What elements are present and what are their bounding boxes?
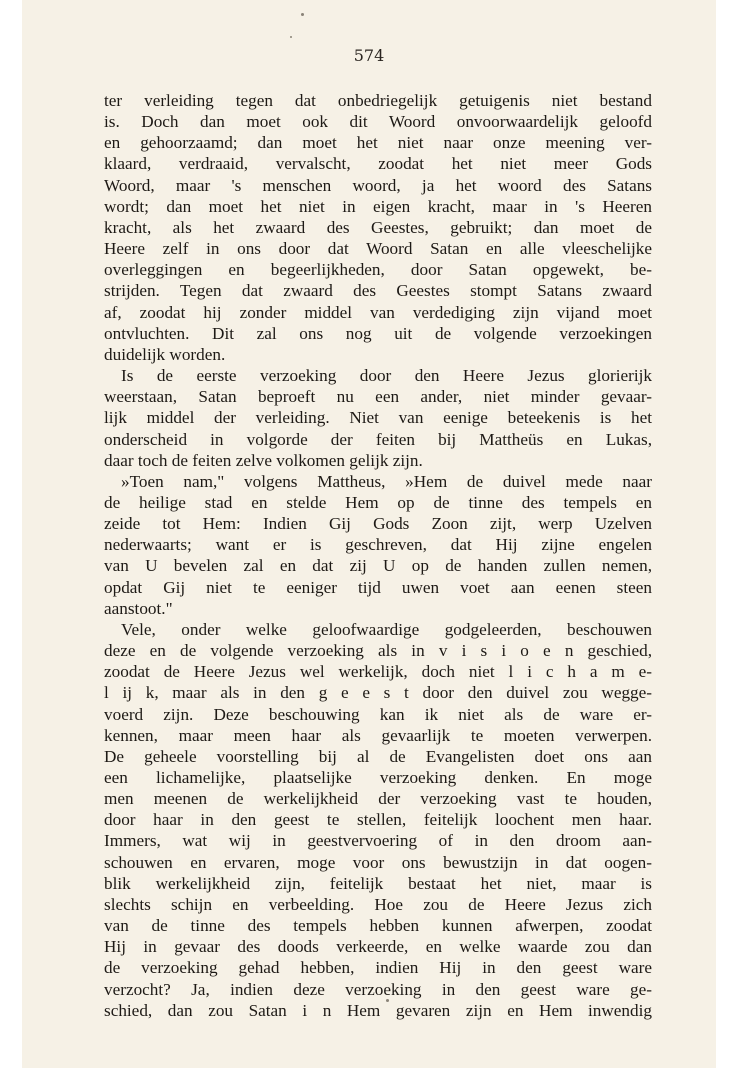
text-line: ontvluchten. Dit zal ons nog uit de volgende verzoekingen xyxy=(104,323,652,343)
text-line: weerstaan, Satan beproeft nu een ander, niet minder gevaar- xyxy=(104,387,652,407)
text-line: lijk middel der verleiding. Niet van eenige beteekenis is het xyxy=(104,408,652,428)
text-line: overleggingen en begeerlijkheden, door Satan opgewekt, be- xyxy=(104,260,652,280)
text-line: opdat Gij niet te eeniger tijd uwen voet aan eenen steen xyxy=(104,577,652,597)
text-line: door haar in den geest te stellen, feitelijk loochent men haar. xyxy=(104,810,652,830)
text-line: aanstoot." xyxy=(104,598,173,618)
text-line: van de tinne des tempels hebben kunnen afwerpen, zoodat xyxy=(104,916,652,936)
text-line: voerd zijn. Deze beschouwing kan ik niet als de ware er- xyxy=(104,704,652,724)
text-line: van U bevelen zal en dat zij U op de handen zullen nemen, xyxy=(104,556,652,576)
text-line: is. Doch dan moet ook dit Woord onvoorwaardelijk geloofd xyxy=(104,112,652,132)
paper-speck xyxy=(301,13,304,16)
text-line: Hij in gevaar des doods verkeerde, en welke waarde zou dan xyxy=(104,937,652,957)
text-line: schied, dan zou Satan i n Hem gevaren zijn en Hem inwendig xyxy=(104,1000,652,1020)
text-line: Heere zelf in ons door dat Woord Satan en alle vleeschelijke xyxy=(104,239,652,259)
text-line: De geheele voorstelling bij al de Evangelisten doet ons aan xyxy=(104,746,652,766)
body-text xyxy=(104,90,652,1021)
text-line: Immers, wat wij in geestvervoering of in den droom aan- xyxy=(104,831,652,851)
text-line: ter verleiding tegen dat onbedriegelijk getuigenis niet bestand xyxy=(104,91,652,110)
text-line: daar toch de feiten zelve volkomen gelijk zijn. xyxy=(104,450,423,470)
text-line: af, zoodat hij zonder middel van verdediging zijn vijand moet xyxy=(104,302,652,322)
text-line: de heilige stad en stelde Hem op de tinne des tempels en xyxy=(104,492,652,512)
text-line: zoodat de Heere Jezus wel werkelijk, doch niet l i c h a m e- xyxy=(104,662,652,682)
text-line: nederwaarts; want er is geschreven, dat Hij zijne engelen xyxy=(104,535,652,555)
paper-speck xyxy=(290,36,292,38)
text-line: en gehoorzaamd; dan moet het niet naar onze meening ver- xyxy=(104,133,652,153)
text-line: men meenen de werkelijkheid der verzoeking vast te houden, xyxy=(104,789,652,809)
page-number: 574 xyxy=(353,46,385,65)
text-line: strijden. Tegen dat zwaard des Geestes stompt Satans zwaard xyxy=(104,281,652,301)
text-line: verzocht? Ja, indien deze verzoeking in den geest ware ge- xyxy=(104,979,652,999)
text-line: wordt; dan moet het niet in eigen kracht, maar in 's Heeren xyxy=(104,196,652,216)
text-line: duidelijk worden. xyxy=(104,344,226,364)
text-line: l ij k, maar als in den g e e s t door den duivel zou wegge- xyxy=(104,683,652,703)
text-line: Is de eerste verzoeking door den Heere Jezus glorierijk xyxy=(121,366,652,386)
text-line: deze en de volgende verzoeking als in v i s i o e n geschied, xyxy=(104,641,652,661)
text-line: de verzoeking gehad hebben, indien Hij in den geest ware xyxy=(104,958,652,978)
text-line: een lichamelijke, plaatselijke verzoeking denken. En moge xyxy=(104,768,652,787)
text-line: schouwen en ervaren, moge voor ons bewustzijn in dat oogen- xyxy=(104,852,652,872)
text-line: blik werkelijkheid zijn, feitelijk bestaat het niet, maar is xyxy=(104,873,652,893)
text-line: zeide tot Hem: Indien Gij Gods Zoon zijt, werp Uzelven xyxy=(104,514,652,534)
text-line: kennen, maar meen haar als gevaarlijk te moeten verwerpen. xyxy=(104,725,652,745)
text-line: klaard, verdraaid, vervalscht, zoodat het niet meer Gods xyxy=(104,154,652,174)
text-line: kracht, als het zwaard des Geestes, gebruikt; dan moet de xyxy=(104,217,652,237)
text-line: »Toen nam," volgens Mattheus, »Hem de duivel mede naar xyxy=(121,471,652,491)
text-line: Woord, maar 's menschen woord, ja het woord des Satans xyxy=(104,175,652,195)
text-line: slechts schijn en verbeelding. Hoe zou de Heere Jezus zich xyxy=(104,894,652,914)
text-line: onderscheid in volgorde der feiten bij Mattheüs en Lukas, xyxy=(104,429,652,449)
text-line: Vele, onder welke geloofwaardige godgeleerden, beschouwen xyxy=(121,619,652,639)
